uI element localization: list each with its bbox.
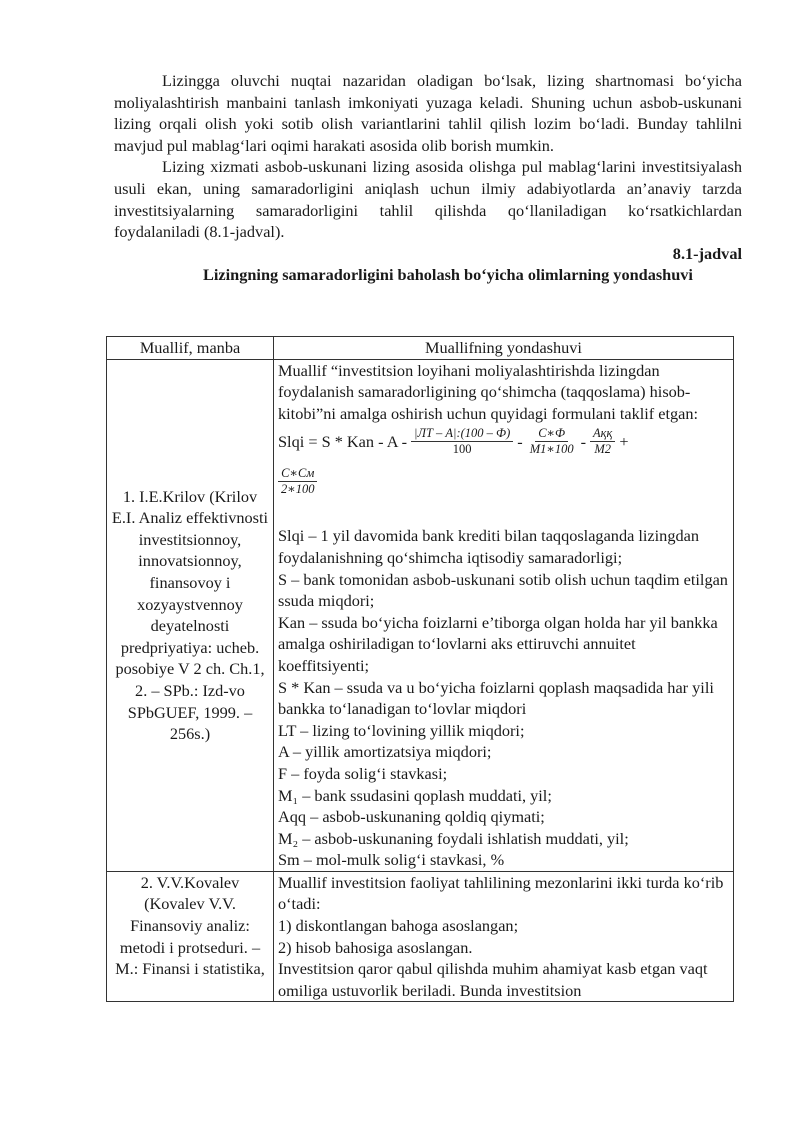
definition-item: S * Kan – ssuda va u bo‘yicha foizlarni qoplash maqsadida har yili bankka to‘lanadigan to‘lovlar miqdori [278, 677, 714, 719]
fraction-3-denominator: М2 [594, 442, 612, 457]
fraction-3-numerator: Аққ [590, 426, 615, 442]
table-title: Lizingning samaradorligini baholash bo‘yicha olimlarning yondashuvi [203, 265, 693, 285]
definition-item: Slqi – 1 yil davomida bank krediti bilan taqqoslaganda lizingdan foydalanishning qo‘shimcha iqtisodiy samaradorligi; [278, 526, 699, 567]
approaches-table [106, 336, 734, 1002]
formula [278, 426, 729, 457]
fraction-1-numerator: |ЛТ – А|:(100 – Ф) [411, 426, 513, 442]
approach-line: Muallif investitsion faoliyat tahlilining mezonlarini ikki turda ko‘rib o‘tadi: [278, 872, 724, 914]
document-body [114, 70, 742, 286]
formula-lead: Slqi = S * Kan - A - [278, 432, 408, 452]
definition-item: Aqq – asbob-uskunaning qoldiq qiymati; [278, 807, 545, 827]
header-author: Muallif, manba [107, 337, 274, 360]
formula-minus-1: - [517, 432, 523, 452]
definition-item: M₂ – asbob-uskunaning foydali ishlatish muddati, yil; [278, 828, 629, 848]
author-cell-2: 2. V.V.Kovalev (Kovalev V.V. Finansoviy analiz: metodi i protseduri. – M.: Finansi i statistika, [107, 871, 274, 1002]
approach-cell-1 [274, 359, 734, 871]
formula-fraction-4 [278, 466, 318, 497]
formula-fraction-1 [411, 426, 513, 457]
fraction-2-denominator: М1∗100 [529, 442, 574, 457]
formula-fraction-3 [590, 426, 615, 457]
definition-item: M₁ – bank ssudasini qoplash muddati, yil; [278, 785, 552, 805]
table-row [107, 871, 734, 1002]
author-cell-1: 1. I.E.Krilov (Krilov E.I. Analiz effektivnosti investitsionnoy, innovatsionnoy, finansovoy i xozyaystvennoy deyatelnosti predpriyatiya: ucheb. posobiye V 2 ch. Ch.1, 2. – SPb.: Izd-vo SPbGUEF, 1999. – 256s.) [107, 359, 274, 871]
fraction-1-denominator: 100 [452, 442, 472, 457]
paragraph-1: Lizingga oluvchi nuqtai nazaridan oladigan bo‘lsak, lizing shartnomasi bo‘yicha moliyalashtirish manbaini tanlash imkoniyati yuzaga keladi. Shuning uchun asbob-uskunani lizing orqali olish yoki sotib olish variantlarini tahlil qilish lozim bo‘ladi. Bunday tahlilni mavjud pul mablag‘lari oqimi harakati asosida olib borish mumkin. [114, 71, 742, 155]
table-row [107, 359, 734, 871]
formula-fraction-2 [527, 426, 577, 457]
definition-item: Sm – mol-mulk solig‘i stavkasi, % [278, 850, 505, 870]
fraction-2-numerator: С∗Ф [535, 426, 568, 442]
table-header-row [107, 337, 734, 360]
approach-cell-2 [274, 871, 734, 1002]
formula-second-line [278, 461, 729, 497]
definition-item: A – yillik amortizatsiya miqdori; [278, 742, 492, 762]
definition-item: LT – lizing to‘lovining yillik miqdori; [278, 720, 525, 740]
approach-line: Investitsion qaror qabul qilishda muhim ahamiyat kasb etgan vaqt omiliga ustuvorlik beriladi. Bunda investitsion [278, 959, 708, 1000]
approach-line: 2) hisob bahosiga asoslangan. [278, 937, 473, 957]
definition-item: Kan – ssuda bo‘yicha foizlarni e’tiborga olgan holda har yil bankka amalga oshiriladigan to‘lovlarni aks ettiruvchi annuitet koeffitsiyenti; [278, 612, 718, 675]
fraction-4-numerator: С∗См [278, 466, 317, 482]
paragraph-2: Lizing xizmati asbob-uskunani lizing asosida olishga pul mablag‘larini investitsiyalash usuli ekan, uning samaradorligini aniqlash uchun ilmiy adabiyotlarda an’anaviy tarzda investitsiyalarning samaradorligini tahlil qilishda qo‘llaniladigan ko‘rsatkichlardan foydalaniladi (8.1-jadval). [114, 157, 742, 242]
definition-item: S – bank tomonidan asbob-uskunani sotib olish uchun taqdim etilgan ssuda miqdori; [278, 569, 728, 611]
fraction-4-denominator: 2∗100 [281, 482, 315, 497]
formula-plus: + [619, 432, 629, 452]
formula-intro: Muallif “investitsion loyihani moliyalashtirishda lizingdan foydalanish samaradorligining qo‘shimcha (taqqoslama) hisob-kitobi”ni amalga oshirish uchun quyidagi formulani taklif etgan: [278, 360, 699, 423]
approach-line: 1) diskontlangan bahoga asoslangan; [278, 916, 519, 936]
table-label: 8.1-jadval [672, 243, 742, 263]
header-approach: Muallifning yondashuvi [274, 337, 734, 360]
definition-item: F – foyda solig‘i stavkasi; [278, 763, 448, 783]
formula-minus-2: - [580, 432, 587, 452]
